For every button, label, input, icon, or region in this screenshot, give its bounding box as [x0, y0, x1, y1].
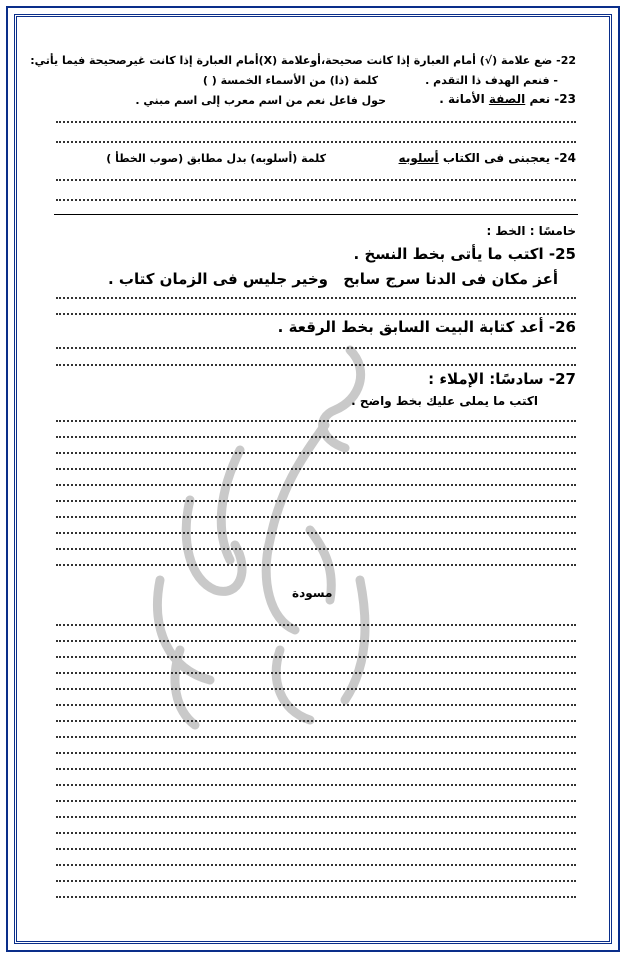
draft-line[interactable] — [56, 720, 576, 722]
answer-line[interactable] — [56, 500, 576, 502]
answer-line[interactable] — [56, 564, 576, 566]
section6-instruction: اكتب ما يملى عليك بخط واضح . — [351, 394, 538, 408]
section-divider — [54, 214, 578, 215]
verse-hemistich-2: وخير جليس فى الزمان كتاب . — [107, 270, 328, 288]
answer-line[interactable] — [56, 313, 576, 315]
q22-item-claim: كلمة (ذا) من الأسماء الخمسة ( ) — [202, 74, 378, 87]
draft-line[interactable] — [56, 864, 576, 866]
section5-heading: خامسًا : الخط : — [486, 224, 576, 238]
answer-line[interactable] — [56, 484, 576, 486]
q23-underlined-word: الصفة — [488, 92, 526, 106]
draft-line[interactable] — [56, 624, 576, 626]
q24-prefix: 24- يعجبنى فى الكتاب — [438, 151, 576, 165]
q22-title: 22- ضع علامة (√) أمام العبارة إذا كانت صحيحة،أوعلامة (X)أمام العبارة إذا كانت غيرصحيحة فيما يأتي: — [30, 54, 576, 67]
draft-line[interactable] — [56, 832, 576, 834]
draft-line[interactable] — [56, 768, 576, 770]
q22-item-text: - فنعم الهدف ذا التقدم . — [425, 74, 558, 87]
draft-line[interactable] — [56, 752, 576, 754]
answer-line[interactable] — [56, 516, 576, 518]
answer-line[interactable] — [56, 436, 576, 438]
draft-line[interactable] — [56, 784, 576, 786]
q23-number: 23- نعم — [529, 92, 576, 106]
q24-statement — [399, 151, 576, 165]
answer-line[interactable] — [56, 297, 576, 299]
answer-line[interactable] — [56, 141, 576, 143]
draft-line[interactable] — [56, 656, 576, 658]
q25-title: 25- اكتب ما يأتى بخط النسخ . — [353, 245, 576, 263]
answer-line[interactable] — [56, 420, 576, 422]
q23-statement — [439, 92, 576, 106]
draft-line[interactable] — [56, 672, 576, 674]
answer-line[interactable] — [56, 199, 576, 201]
answer-line[interactable] — [56, 452, 576, 454]
q23-task: حول فاعل نعم من اسم معرب إلى اسم مبني . — [135, 94, 386, 107]
draft-line[interactable] — [56, 896, 576, 898]
answer-line[interactable] — [56, 347, 576, 349]
draft-line[interactable] — [56, 640, 576, 642]
draft-line[interactable] — [56, 704, 576, 706]
q23-rest: الأمانة . — [439, 92, 489, 106]
q24-task: كلمة (أسلوبه) بدل مطابق (صوب الخطأ ) — [106, 152, 326, 165]
answer-line[interactable] — [56, 364, 576, 366]
q26-title: 26- أعد كتابة البيت السابق بخط الرقعة . — [277, 318, 576, 336]
answer-line[interactable] — [56, 548, 576, 550]
draft-line[interactable] — [56, 848, 576, 850]
answer-line[interactable] — [56, 179, 576, 181]
draft-line[interactable] — [56, 736, 576, 738]
verse-hemistich-1: أعز مكان فى الدنا سرج سابح — [343, 270, 558, 288]
section6-heading: 27- سادسًا: الإملاء : — [428, 370, 576, 388]
answer-line[interactable] — [56, 532, 576, 534]
draft-label: مسودة — [292, 586, 333, 600]
q24-underlined-word: أسلوبه — [398, 151, 439, 165]
draft-line[interactable] — [56, 800, 576, 802]
answer-line[interactable] — [56, 468, 576, 470]
draft-line[interactable] — [56, 688, 576, 690]
answer-line[interactable] — [56, 121, 576, 123]
draft-line[interactable] — [56, 816, 576, 818]
draft-line[interactable] — [56, 880, 576, 882]
